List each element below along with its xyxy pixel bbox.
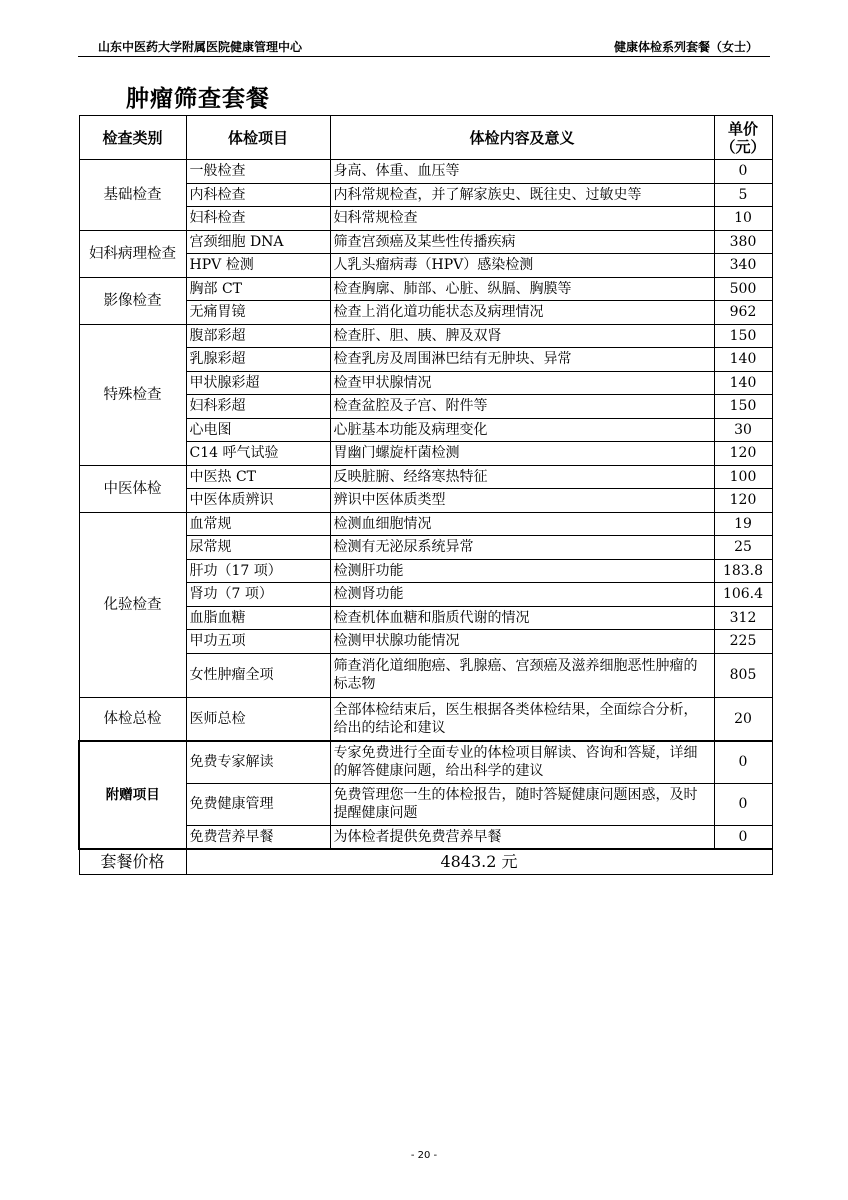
table-row [79,512,772,536]
item-cell: 肾功（7 项） [186,583,330,607]
category-cell: 特殊检查 [79,324,186,465]
item-cell: 心电图 [186,418,330,442]
page-header [78,36,770,57]
price-cell: 25 [714,536,772,560]
content-cell: 辨识中医体质类型 [330,489,714,513]
content-cell: 专家免费进行全面专业的体检项目解读、咨询和答疑，详细的解答健康问题，给出科学的建议 [330,741,714,783]
content-cell: 为体检者提供免费营养早餐 [330,825,714,849]
table-header-row [79,116,772,160]
item-cell: 甲状腺彩超 [186,371,330,395]
table-row [79,230,772,254]
column-header-category: 检查类别 [79,116,186,160]
content-cell: 反映脏腑、经络寒热特征 [330,465,714,489]
page-number: - 20 - [410,1150,438,1161]
price-cell: 106.4 [714,583,772,607]
price-cell: 30 [714,418,772,442]
total-label: 套餐价格 [79,849,186,875]
header-institution: 山东中医药大学附属医院健康管理中心 [98,40,303,54]
package-table [78,115,773,875]
item-cell: 腹部彩超 [186,324,330,348]
category-cell: 影像检查 [79,277,186,324]
price-cell: 0 [714,160,772,184]
category-cell: 基础检查 [79,160,186,231]
content-cell: 检查盆腔及子宫、附件等 [330,395,714,419]
category-cell: 体检总检 [79,697,186,741]
content-cell: 检查肝、胆、胰、脾及双肾 [330,324,714,348]
content-cell: 心脏基本功能及病理变化 [330,418,714,442]
item-cell: 肝功（17 项） [186,559,330,583]
content-cell: 检测肝功能 [330,559,714,583]
table-row [79,741,772,783]
price-cell: 805 [714,653,772,697]
item-cell: 一般检查 [186,160,330,184]
item-cell: 医师总检 [186,697,330,741]
price-cell: 225 [714,630,772,654]
category-cell: 中医体检 [79,465,186,512]
item-cell: 胸部 CT [186,277,330,301]
item-cell: 免费专家解读 [186,741,330,783]
item-cell: 血常规 [186,512,330,536]
price-cell: 19 [714,512,772,536]
content-cell: 免费管理您一生的体检报告，随时答疑健康问题困惑，及时提醒健康问题 [330,783,714,825]
price-cell: 5 [714,183,772,207]
price-cell: 500 [714,277,772,301]
price-cell: 120 [714,442,772,466]
content-cell: 人乳头瘤病毒（HPV）感染检测 [330,254,714,278]
price-cell: 120 [714,489,772,513]
item-cell: 血脂血糖 [186,606,330,630]
content-cell: 检测血细胞情况 [330,512,714,536]
item-cell: 内科检查 [186,183,330,207]
price-cell: 100 [714,465,772,489]
content-cell: 检查上消化道功能状态及病理情况 [330,301,714,325]
item-cell: 中医体质辨识 [186,489,330,513]
content-cell: 胃幽门螺旋杆菌检测 [330,442,714,466]
price-cell: 340 [714,254,772,278]
price-cell: 140 [714,348,772,372]
table-row [79,465,772,489]
item-cell: 尿常规 [186,536,330,560]
item-cell: 免费营养早餐 [186,825,330,849]
item-cell: 甲功五项 [186,630,330,654]
price-cell: 962 [714,301,772,325]
content-cell: 检查机体血糖和脂质代谢的情况 [330,606,714,630]
content-cell: 内科常规检查，并了解家族史、既往史、过敏史等 [330,183,714,207]
price-cell: 150 [714,395,772,419]
column-header-price-line1: 单价 [727,119,758,138]
content-cell: 妇科常规检查 [330,207,714,231]
price-cell: 0 [714,825,772,849]
item-cell: 妇科彩超 [186,395,330,419]
total-row [79,849,772,875]
header-series: 健康体检系列套餐（女士） [613,40,758,54]
price-cell: 20 [714,697,772,741]
column-header-price [714,116,772,160]
gift-category-cell: 附赠项目 [79,741,186,849]
content-cell: 检测肾功能 [330,583,714,607]
content-cell: 全部体检结束后，医生根据各类体检结果，全面综合分析，给出的结论和建议 [330,697,714,741]
table-body [79,160,772,875]
price-cell: 183.8 [714,559,772,583]
table-row [79,277,772,301]
content-cell: 检测甲状腺功能情况 [330,630,714,654]
item-cell: 免费健康管理 [186,783,330,825]
content-cell: 检测有无泌尿系统异常 [330,536,714,560]
item-cell: 妇科检查 [186,207,330,231]
price-cell: 10 [714,207,772,231]
price-cell: 0 [714,741,772,783]
content-cell: 筛查宫颈癌及某些性传播疾病 [330,230,714,254]
category-cell: 妇科病理检查 [79,230,186,277]
table-row [79,697,772,741]
column-header-price-line2: （元） [720,137,766,156]
price-cell: 140 [714,371,772,395]
category-cell: 化验检查 [79,512,186,697]
item-cell: 乳腺彩超 [186,348,330,372]
column-header-item: 体检项目 [186,116,330,160]
table-row [79,160,772,184]
price-cell: 150 [714,324,772,348]
content-cell: 身高、体重、血压等 [330,160,714,184]
price-cell: 380 [714,230,772,254]
table-row [79,324,772,348]
content-cell: 检查乳房及周围淋巴结有无肿块、异常 [330,348,714,372]
item-cell: 宫颈细胞 DNA [186,230,330,254]
page-title: 肿瘤筛查套餐 [126,86,270,112]
price-cell: 0 [714,783,772,825]
item-cell: C14 呼气试验 [186,442,330,466]
item-cell: HPV 检测 [186,254,330,278]
price-cell: 312 [714,606,772,630]
item-cell: 无痛胃镜 [186,301,330,325]
content-cell: 筛查消化道细胞癌、乳腺癌、宫颈癌及滋养细胞恶性肿瘤的标志物 [330,653,714,697]
column-header-content: 体检内容及意义 [330,116,714,160]
content-cell: 检查胸廓、肺部、心脏、纵膈、胸膜等 [330,277,714,301]
content-cell: 检查甲状腺情况 [330,371,714,395]
item-cell: 女性肿瘤全项 [186,653,330,697]
total-value: 4843.2 元 [186,849,772,875]
item-cell: 中医热 CT [186,465,330,489]
